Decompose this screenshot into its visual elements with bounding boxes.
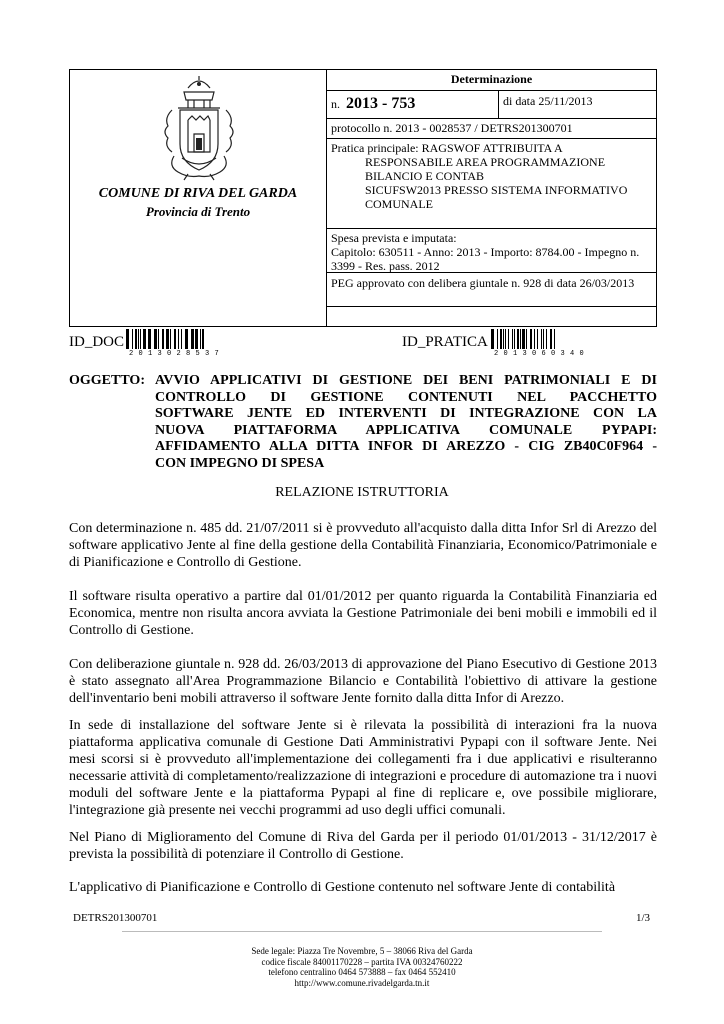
body-paragraph: Con deliberazione giuntale n. 928 dd. 26/03/2013 di approvazione del Piano Esecutivo di Gestione 2013 è stato assegnato all'Area Programmazione Bilancio e Contabilità l'obiettivo di attivare la gestione dell'inventario beni mobili attraverso il software Jente fornito dalla ditta Infor di Arezzo. xyxy=(69,657,657,706)
header-table xyxy=(69,69,657,327)
barcode-bar xyxy=(178,329,179,349)
barcode-bar xyxy=(541,329,542,349)
footer-info-line: telefono centralino 0464 573888 – fax 0464 552410 xyxy=(268,967,456,977)
barcode-bar xyxy=(140,329,141,349)
barcode-bar xyxy=(500,329,502,349)
barcode-bar xyxy=(202,329,204,349)
pratica-line: RESPONSABILE AREA PROGRAMMAZIONE xyxy=(365,155,606,169)
provincia-name: Provincia di Trento xyxy=(145,204,251,219)
footer-info-line: codice fiscale 84001170228 – partita IVA 00324760222 xyxy=(261,956,463,967)
barcode-bar xyxy=(135,329,137,349)
barcode-bar xyxy=(181,329,182,349)
number-label: n. xyxy=(331,97,340,111)
spesa-line: 3399 - Res. pass. 2012 xyxy=(331,259,440,273)
barcode-bar xyxy=(166,329,169,349)
id-doc-label: ID_DOC xyxy=(69,334,124,350)
pratica-line: COMUNALE xyxy=(365,197,433,211)
oggetto-label: OGGETTO: xyxy=(69,373,145,388)
barcode-bar xyxy=(138,329,139,349)
oggetto-line: CONTROLLO DI GESTIONE CONTENUTI NEL PACCHETTO xyxy=(155,389,657,405)
barcode-bar xyxy=(195,329,198,349)
pratica-principale xyxy=(327,139,656,229)
determinazione-number-row xyxy=(327,91,656,119)
footer-info-line: http://www.comune.rivadelgarda.tn.it xyxy=(294,977,430,988)
spesa-line: Capitolo: 630511 - Anno: 2013 - Importo: 8784.00 - Impegno n. xyxy=(331,245,640,259)
body-paragraph: L'applicativo di Pianificazione e Controllo di Gestione contenuto nel software Jente di contabilità xyxy=(69,880,616,895)
spesa-prevista xyxy=(327,229,656,273)
barcode-bar xyxy=(522,329,525,349)
footer-document-code: DETRS201300701 xyxy=(73,912,158,924)
barcode-bar xyxy=(170,329,171,349)
barcode-bar xyxy=(154,329,157,349)
barcode-bar xyxy=(132,329,133,349)
body-paragraph: In sede di installazione del software Jente si è rilevata la possibilità di interazioni fra la nuova piattaforma applicativa comunale di Gestione Dati Amministrativi Pypapi con il software Jente. Nei mesi scorsi si è provveduto all'implementazione dei collegamenti fra i due applicativi e risulteranno necessarie attività di completamento/realizzazione di integrazioni e procedure di automazione tra i nuovi moduli del software Jente e la piattaforma Pypapi al fine di replicare e, ove possibile migliorare, l'integrazione già presente nei vecchi programmi ad uso degli uffici comunali. xyxy=(69,718,657,818)
protocollo: protocollo n. 2013 - 0028537 / DETRS201300701 xyxy=(327,119,656,139)
body-paragraph: Con determinazione n. 485 dd. 21/07/2011 si è provveduto all'acquisto dalla ditta Infor Srl di Arezzo del software applicativo Jente al fine della gestione della Contabilità Finanziaria, Economico/Patrimoniale e di Pianificazione e Controllo di Gestione. xyxy=(69,521,657,570)
barcode-bar xyxy=(514,329,515,349)
oggetto-line: SOFTWARE JENTE ED INTERVENTI DI INTEGRAZIONE CON LA xyxy=(155,406,657,421)
peg-approvato: PEG approvato con delibera giuntale n. 928 di data 26/03/2013 xyxy=(327,273,656,307)
barcode-bar xyxy=(185,329,188,349)
barcode-bar xyxy=(505,329,506,349)
barcode-bar xyxy=(158,329,159,349)
coat-of-arms-logo xyxy=(158,74,240,182)
determinazione-cell xyxy=(327,70,656,326)
id-pratica-digits: 2013060340 xyxy=(494,350,590,358)
footer-divider xyxy=(122,931,602,932)
barcode-bar xyxy=(162,329,164,349)
footer-info xyxy=(0,946,724,988)
barcode-bar xyxy=(517,329,519,349)
empty-row xyxy=(327,307,656,326)
determinazione-title: Determinazione xyxy=(327,70,656,91)
barcode-bar xyxy=(148,329,151,349)
oggetto-text xyxy=(155,373,657,472)
barcode-bar xyxy=(191,329,194,349)
id-pratica-barcode xyxy=(491,329,601,349)
barcode-bar xyxy=(550,329,552,349)
body-paragraph: Nel Piano di Miglioramento del Comune di Riva del Garda per il periodo 01/01/2013 - 31/12/2017 è prevista la possibilità di potenziare il Controllo di Gestione. xyxy=(69,830,657,862)
barcode-bar xyxy=(526,329,527,349)
pratica-line: Pratica principale: RAGSWOF ATTRIBUITA A xyxy=(331,141,563,155)
barcode-bar xyxy=(537,329,538,349)
barcode-bar xyxy=(512,329,513,349)
oggetto-line: AVVIO APPLICATIVI DI GESTIONE DEI BENI PATRIMONIALI E DI xyxy=(155,373,657,388)
barcode-bar xyxy=(174,329,176,349)
comune-cell xyxy=(70,70,327,326)
determinazione-date: di data 25/11/2013 xyxy=(498,91,655,118)
barcode-bar xyxy=(497,329,498,349)
barcode-bar xyxy=(508,329,509,349)
determinazione-number xyxy=(331,95,415,113)
barcode-bar xyxy=(503,329,504,349)
oggetto-line: NUOVA PIATTAFORMA APPLICATIVA COMUNALE PYPAPI: xyxy=(155,422,657,438)
barcode-bar xyxy=(546,329,547,349)
id-doc-digits: 2013028537 xyxy=(129,350,225,358)
relazione-heading: RELAZIONE ISTRUTTORIA xyxy=(275,485,449,500)
barcode-bar xyxy=(543,329,544,349)
body-paragraph: Il software risulta operativo a partire dal 01/01/2012 per quanto riguarda la Contabilità Finanziaria ed Economica, mentre non risulta ancora avviata la Gestione Patrimoniale dei beni mobili e immobili ed il Controllo di Gestione. xyxy=(69,589,657,638)
spesa-line: Spesa prevista e imputata: xyxy=(331,231,457,245)
id-doc-barcode xyxy=(126,329,236,349)
comune-name: COMUNE DI RIVA DEL GARDA xyxy=(98,186,298,201)
id-pratica-label: ID_PRATICA xyxy=(402,334,488,350)
barcode-bar xyxy=(530,329,532,349)
footer-page-number: 1/3 xyxy=(636,912,651,924)
barcode-bar xyxy=(534,329,535,349)
oggetto-line: AFFIDAMENTO ALLA DITTA INFOR DI AREZZO - CIG ZB40C0F964 - xyxy=(155,439,657,454)
pratica-line: BILANCIO E CONTAB xyxy=(365,169,485,183)
barcode-bar xyxy=(554,329,555,349)
barcode-bar xyxy=(126,329,129,349)
footer-info-line: Sede legale: Piazza Tre Novembre, 5 – 38066 Riva del Garda xyxy=(251,946,473,956)
barcode-bar xyxy=(200,329,201,349)
barcode-bar xyxy=(491,329,494,349)
oggetto-line: CON IMPEGNO DI SPESA xyxy=(155,455,325,471)
barcode-bar xyxy=(520,329,521,349)
pratica-line: SICUFSW2013 PRESSO SISTEMA INFORMATIVO xyxy=(365,183,628,197)
barcode-bar xyxy=(143,329,146,349)
number-value: 2013 - 753 xyxy=(346,95,416,112)
